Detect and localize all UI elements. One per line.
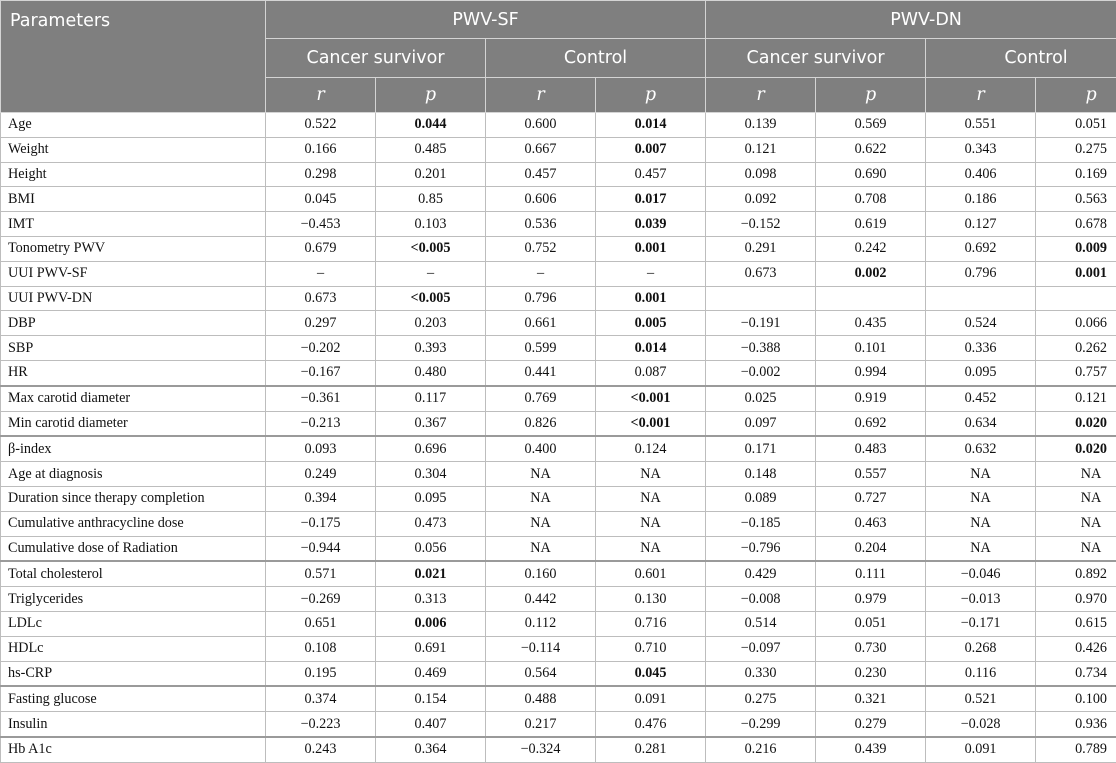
r-value-cell: 0.521 bbox=[926, 686, 1036, 711]
p-value-cell: NA bbox=[596, 511, 706, 536]
table-row bbox=[1, 712, 1116, 737]
p-value-cell: 0.757 bbox=[1036, 360, 1116, 385]
parameter-label: UUI PWV-SF bbox=[1, 261, 266, 286]
p-value-cell: 0.009 bbox=[1036, 236, 1116, 261]
r-value-cell: 0.195 bbox=[266, 661, 376, 686]
table-body bbox=[1, 113, 1116, 763]
table-row bbox=[1, 486, 1116, 511]
p-value-cell: 0.710 bbox=[596, 636, 706, 661]
r-value-cell: −0.028 bbox=[926, 712, 1036, 737]
p-value-cell: 0.994 bbox=[816, 360, 926, 385]
r-value-cell: 0.600 bbox=[486, 113, 596, 138]
p-value-cell: 0.469 bbox=[376, 661, 486, 686]
r-value-cell: 0.127 bbox=[926, 212, 1036, 237]
r-value-cell: 0.632 bbox=[926, 436, 1036, 461]
r-value-cell: 0.796 bbox=[486, 286, 596, 311]
r-value-cell: 0.108 bbox=[266, 636, 376, 661]
p-value-cell: 0.426 bbox=[1036, 636, 1116, 661]
r-value-cell: 0.571 bbox=[266, 561, 376, 586]
p-value-cell: 0.095 bbox=[376, 486, 486, 511]
p-value-cell: 0.130 bbox=[596, 587, 706, 612]
r-value-cell: 0.769 bbox=[486, 386, 596, 411]
p-value-cell: 0.279 bbox=[816, 712, 926, 737]
r-value-cell: 0.095 bbox=[926, 360, 1036, 385]
p-value-cell: 0.005 bbox=[596, 311, 706, 336]
r-value-cell: −0.299 bbox=[706, 712, 816, 737]
r-value-cell: 0.522 bbox=[266, 113, 376, 138]
r-value-cell: −0.223 bbox=[266, 712, 376, 737]
r-value-cell: 0.394 bbox=[266, 486, 376, 511]
p-value-cell bbox=[816, 286, 926, 311]
group-header-pwv-sf: PWV-SF bbox=[266, 1, 706, 39]
p-value-cell: 0.275 bbox=[1036, 137, 1116, 162]
table-row bbox=[1, 113, 1116, 138]
subgroup-header-pwv-sf-cancer-survivor: Cancer survivor bbox=[266, 39, 486, 78]
r-value-cell: −0.171 bbox=[926, 611, 1036, 636]
r-value-cell: 0.121 bbox=[706, 137, 816, 162]
table-header bbox=[1, 1, 1116, 113]
stat-header-r: r bbox=[926, 78, 1036, 113]
table-row bbox=[1, 360, 1116, 385]
r-value-cell: 0.679 bbox=[266, 236, 376, 261]
parameter-label: Age bbox=[1, 113, 266, 138]
r-value-cell: 0.139 bbox=[706, 113, 816, 138]
p-value-cell: 0.393 bbox=[376, 336, 486, 361]
p-value-cell: NA bbox=[596, 486, 706, 511]
table-row bbox=[1, 311, 1116, 336]
table-row bbox=[1, 187, 1116, 212]
p-value-cell: <0.001 bbox=[596, 386, 706, 411]
table-row bbox=[1, 236, 1116, 261]
r-value-cell: 0.116 bbox=[926, 661, 1036, 686]
p-value-cell: 0.230 bbox=[816, 661, 926, 686]
parameter-label: HDLc bbox=[1, 636, 266, 661]
p-value-cell: 0.100 bbox=[1036, 686, 1116, 711]
p-value-cell: 0.242 bbox=[816, 236, 926, 261]
r-value-cell bbox=[926, 286, 1036, 311]
r-value-cell: 0.661 bbox=[486, 311, 596, 336]
p-value-cell: 0.204 bbox=[816, 536, 926, 561]
r-value-cell: 0.442 bbox=[486, 587, 596, 612]
r-value-cell: −0.453 bbox=[266, 212, 376, 237]
p-value-cell: 0.020 bbox=[1036, 411, 1116, 436]
parameter-label: hs-CRP bbox=[1, 661, 266, 686]
p-value-cell: – bbox=[376, 261, 486, 286]
p-value-cell: 0.103 bbox=[376, 212, 486, 237]
table-row bbox=[1, 336, 1116, 361]
parameter-label: Hb A1c bbox=[1, 737, 266, 762]
p-value-cell: 0.622 bbox=[816, 137, 926, 162]
r-value-cell: 0.092 bbox=[706, 187, 816, 212]
p-value-cell: 0.203 bbox=[376, 311, 486, 336]
parameter-label: Triglycerides bbox=[1, 587, 266, 612]
r-value-cell: −0.185 bbox=[706, 511, 816, 536]
table-row bbox=[1, 511, 1116, 536]
r-value-cell: 0.634 bbox=[926, 411, 1036, 436]
p-value-cell: 0.619 bbox=[816, 212, 926, 237]
parameter-label: Max carotid diameter bbox=[1, 386, 266, 411]
r-value-cell: NA bbox=[926, 462, 1036, 487]
table-row bbox=[1, 587, 1116, 612]
p-value-cell: 0.730 bbox=[816, 636, 926, 661]
p-value-cell: 0.485 bbox=[376, 137, 486, 162]
p-value-cell: 0.304 bbox=[376, 462, 486, 487]
r-value-cell: NA bbox=[486, 462, 596, 487]
r-value-cell: 0.429 bbox=[706, 561, 816, 586]
p-value-cell: <0.005 bbox=[376, 286, 486, 311]
r-value-cell: 0.488 bbox=[486, 686, 596, 711]
p-value-cell: 0.601 bbox=[596, 561, 706, 586]
p-value-cell: 0.734 bbox=[1036, 661, 1116, 686]
r-value-cell: −0.167 bbox=[266, 360, 376, 385]
stat-header-r: r bbox=[266, 78, 376, 113]
r-value-cell: 0.651 bbox=[266, 611, 376, 636]
r-value-cell: 0.752 bbox=[486, 236, 596, 261]
r-value-cell: −0.388 bbox=[706, 336, 816, 361]
r-value-cell: 0.330 bbox=[706, 661, 816, 686]
subgroup-header-pwv-dn-control: Control bbox=[926, 39, 1116, 78]
p-value-cell: 0.727 bbox=[816, 486, 926, 511]
table-row bbox=[1, 436, 1116, 461]
table-row bbox=[1, 386, 1116, 411]
r-value-cell: 0.796 bbox=[926, 261, 1036, 286]
p-value-cell: 0.281 bbox=[596, 737, 706, 762]
p-value-cell: 0.716 bbox=[596, 611, 706, 636]
r-value-cell: NA bbox=[486, 486, 596, 511]
r-value-cell: −0.114 bbox=[486, 636, 596, 661]
p-value-cell: 0.001 bbox=[596, 236, 706, 261]
r-value-cell: −0.944 bbox=[266, 536, 376, 561]
parameter-label: UUI PWV-DN bbox=[1, 286, 266, 311]
table-row bbox=[1, 162, 1116, 187]
p-value-cell: 0.678 bbox=[1036, 212, 1116, 237]
r-value-cell: 0.097 bbox=[706, 411, 816, 436]
table-row bbox=[1, 411, 1116, 436]
p-value-cell: 0.407 bbox=[376, 712, 486, 737]
r-value-cell: 0.098 bbox=[706, 162, 816, 187]
r-value-cell: NA bbox=[486, 536, 596, 561]
p-value-cell: 0.201 bbox=[376, 162, 486, 187]
p-value-cell: 0.321 bbox=[816, 686, 926, 711]
r-value-cell: 0.093 bbox=[266, 436, 376, 461]
r-value-cell: 0.297 bbox=[266, 311, 376, 336]
p-value-cell: 0.367 bbox=[376, 411, 486, 436]
r-value-cell: 0.564 bbox=[486, 661, 596, 686]
p-value-cell: NA bbox=[1036, 536, 1116, 561]
r-value-cell: −0.013 bbox=[926, 587, 1036, 612]
p-value-cell: 0.892 bbox=[1036, 561, 1116, 586]
parameter-label: LDLc bbox=[1, 611, 266, 636]
group-header-pwv-dn: PWV-DN bbox=[706, 1, 1116, 39]
p-value-cell: 0.313 bbox=[376, 587, 486, 612]
parameter-label: DBP bbox=[1, 311, 266, 336]
p-value-cell: 0.154 bbox=[376, 686, 486, 711]
stat-header-r: r bbox=[486, 78, 596, 113]
r-value-cell: 0.826 bbox=[486, 411, 596, 436]
r-value-cell: 0.243 bbox=[266, 737, 376, 762]
p-value-cell: 0.569 bbox=[816, 113, 926, 138]
p-value-cell: NA bbox=[1036, 486, 1116, 511]
p-value-cell: 0.051 bbox=[816, 611, 926, 636]
p-value-cell: 0.014 bbox=[596, 113, 706, 138]
p-value-cell: 0.091 bbox=[596, 686, 706, 711]
r-value-cell: 0.374 bbox=[266, 686, 376, 711]
r-value-cell: −0.002 bbox=[706, 360, 816, 385]
p-value-cell: 0.087 bbox=[596, 360, 706, 385]
r-value-cell: 0.089 bbox=[706, 486, 816, 511]
table-row bbox=[1, 561, 1116, 586]
r-value-cell: NA bbox=[486, 511, 596, 536]
r-value-cell: 0.216 bbox=[706, 737, 816, 762]
r-value-cell: 0.025 bbox=[706, 386, 816, 411]
p-value-cell: 0.006 bbox=[376, 611, 486, 636]
r-value-cell: −0.361 bbox=[266, 386, 376, 411]
p-value-cell: 0.615 bbox=[1036, 611, 1116, 636]
r-value-cell: 0.171 bbox=[706, 436, 816, 461]
r-value-cell: −0.046 bbox=[926, 561, 1036, 586]
r-value-cell: −0.796 bbox=[706, 536, 816, 561]
r-value-cell: 0.514 bbox=[706, 611, 816, 636]
p-value-cell: 0.262 bbox=[1036, 336, 1116, 361]
r-value-cell: 0.160 bbox=[486, 561, 596, 586]
r-value-cell: −0.152 bbox=[706, 212, 816, 237]
p-value-cell: 0.169 bbox=[1036, 162, 1116, 187]
p-value-cell: 0.021 bbox=[376, 561, 486, 586]
p-value-cell: 0.979 bbox=[816, 587, 926, 612]
r-value-cell: 0.441 bbox=[486, 360, 596, 385]
r-value-cell: 0.599 bbox=[486, 336, 596, 361]
r-value-cell: 0.091 bbox=[926, 737, 1036, 762]
p-value-cell: 0.066 bbox=[1036, 311, 1116, 336]
p-value-cell: 0.364 bbox=[376, 737, 486, 762]
p-value-cell: 0.970 bbox=[1036, 587, 1116, 612]
r-value-cell: 0.524 bbox=[926, 311, 1036, 336]
r-value-cell: 0.298 bbox=[266, 162, 376, 187]
table-row bbox=[1, 137, 1116, 162]
parameter-label: SBP bbox=[1, 336, 266, 361]
table-row bbox=[1, 737, 1116, 762]
r-value-cell: 0.551 bbox=[926, 113, 1036, 138]
table-row bbox=[1, 261, 1116, 286]
r-value-cell: NA bbox=[926, 536, 1036, 561]
p-value-cell: 0.014 bbox=[596, 336, 706, 361]
p-value-cell: 0.85 bbox=[376, 187, 486, 212]
parameter-label: Cumulative dose of Radiation bbox=[1, 536, 266, 561]
p-value-cell: 0.051 bbox=[1036, 113, 1116, 138]
p-value-cell: 0.557 bbox=[816, 462, 926, 487]
p-value-cell: 0.056 bbox=[376, 536, 486, 561]
p-value-cell: <0.005 bbox=[376, 236, 486, 261]
p-value-cell: NA bbox=[1036, 511, 1116, 536]
p-value-cell: NA bbox=[596, 536, 706, 561]
stat-header-p: p bbox=[1036, 78, 1116, 113]
p-value-cell: 0.435 bbox=[816, 311, 926, 336]
p-value-cell: 0.690 bbox=[816, 162, 926, 187]
r-value-cell: – bbox=[266, 261, 376, 286]
p-value-cell: 0.044 bbox=[376, 113, 486, 138]
r-value-cell: 0.457 bbox=[486, 162, 596, 187]
p-value-cell: 0.476 bbox=[596, 712, 706, 737]
r-value-cell: −0.202 bbox=[266, 336, 376, 361]
p-value-cell: 0.480 bbox=[376, 360, 486, 385]
stat-header-p: p bbox=[816, 78, 926, 113]
parameter-label: BMI bbox=[1, 187, 266, 212]
r-value-cell: 0.336 bbox=[926, 336, 1036, 361]
r-value-cell: 0.112 bbox=[486, 611, 596, 636]
p-value-cell: 0.007 bbox=[596, 137, 706, 162]
r-value-cell: 0.536 bbox=[486, 212, 596, 237]
parameter-label: Duration since therapy completion bbox=[1, 486, 266, 511]
r-value-cell: 0.249 bbox=[266, 462, 376, 487]
r-value-cell: −0.213 bbox=[266, 411, 376, 436]
p-value-cell bbox=[1036, 286, 1116, 311]
r-value-cell: 0.673 bbox=[266, 286, 376, 311]
r-value-cell: 0.148 bbox=[706, 462, 816, 487]
r-value-cell: 0.667 bbox=[486, 137, 596, 162]
table-row bbox=[1, 286, 1116, 311]
r-value-cell: 0.406 bbox=[926, 162, 1036, 187]
p-value-cell: 0.708 bbox=[816, 187, 926, 212]
p-value-cell: 0.121 bbox=[1036, 386, 1116, 411]
table-row bbox=[1, 611, 1116, 636]
p-value-cell: NA bbox=[1036, 462, 1116, 487]
stat-header-r: r bbox=[706, 78, 816, 113]
p-value-cell: 0.020 bbox=[1036, 436, 1116, 461]
parameter-label: Height bbox=[1, 162, 266, 187]
r-value-cell: −0.008 bbox=[706, 587, 816, 612]
p-value-cell: 0.936 bbox=[1036, 712, 1116, 737]
p-value-cell: NA bbox=[596, 462, 706, 487]
parameter-label: IMT bbox=[1, 212, 266, 237]
r-value-cell bbox=[706, 286, 816, 311]
p-value-cell: 0.457 bbox=[596, 162, 706, 187]
r-value-cell: 0.166 bbox=[266, 137, 376, 162]
p-value-cell: 0.002 bbox=[816, 261, 926, 286]
subgroup-header-pwv-sf-control: Control bbox=[486, 39, 706, 78]
p-value-cell: 0.124 bbox=[596, 436, 706, 461]
p-value-cell: 0.017 bbox=[596, 187, 706, 212]
p-value-cell: 0.001 bbox=[596, 286, 706, 311]
r-value-cell: 0.275 bbox=[706, 686, 816, 711]
p-value-cell: 0.045 bbox=[596, 661, 706, 686]
r-value-cell: 0.045 bbox=[266, 187, 376, 212]
parameter-label: Cumulative anthracycline dose bbox=[1, 511, 266, 536]
p-value-cell: – bbox=[596, 261, 706, 286]
p-value-cell: 0.696 bbox=[376, 436, 486, 461]
r-value-cell: −0.097 bbox=[706, 636, 816, 661]
r-value-cell: 0.452 bbox=[926, 386, 1036, 411]
r-value-cell: −0.324 bbox=[486, 737, 596, 762]
p-value-cell: 0.463 bbox=[816, 511, 926, 536]
table-row bbox=[1, 536, 1116, 561]
table-row bbox=[1, 462, 1116, 487]
stat-header-p: p bbox=[596, 78, 706, 113]
parameter-label: Tonometry PWV bbox=[1, 236, 266, 261]
parameter-label: Age at diagnosis bbox=[1, 462, 266, 487]
p-value-cell: 0.101 bbox=[816, 336, 926, 361]
p-value-cell: 0.691 bbox=[376, 636, 486, 661]
p-value-cell: 0.473 bbox=[376, 511, 486, 536]
parameter-label: Fasting glucose bbox=[1, 686, 266, 711]
p-value-cell: 0.439 bbox=[816, 737, 926, 762]
r-value-cell: −0.175 bbox=[266, 511, 376, 536]
table-row bbox=[1, 661, 1116, 686]
p-value-cell: 0.563 bbox=[1036, 187, 1116, 212]
table-row bbox=[1, 636, 1116, 661]
parameter-label: Total cholesterol bbox=[1, 561, 266, 586]
r-value-cell: NA bbox=[926, 511, 1036, 536]
parameter-label: Weight bbox=[1, 137, 266, 162]
r-value-cell: 0.673 bbox=[706, 261, 816, 286]
parameters-header: Parameters bbox=[1, 1, 266, 113]
r-value-cell: 0.606 bbox=[486, 187, 596, 212]
r-value-cell: – bbox=[486, 261, 596, 286]
r-value-cell: NA bbox=[926, 486, 1036, 511]
table-row bbox=[1, 686, 1116, 711]
subgroup-header-pwv-dn-cancer-survivor: Cancer survivor bbox=[706, 39, 926, 78]
parameter-label: Insulin bbox=[1, 712, 266, 737]
r-value-cell: 0.186 bbox=[926, 187, 1036, 212]
r-value-cell: −0.191 bbox=[706, 311, 816, 336]
r-value-cell: 0.217 bbox=[486, 712, 596, 737]
r-value-cell: 0.291 bbox=[706, 236, 816, 261]
parameter-label: β-index bbox=[1, 436, 266, 461]
p-value-cell: 0.692 bbox=[816, 411, 926, 436]
parameter-label: HR bbox=[1, 360, 266, 385]
p-value-cell: 0.111 bbox=[816, 561, 926, 586]
table-row bbox=[1, 212, 1116, 237]
stat-header-p: p bbox=[376, 78, 486, 113]
p-value-cell: 0.039 bbox=[596, 212, 706, 237]
p-value-cell: 0.483 bbox=[816, 436, 926, 461]
r-value-cell: −0.269 bbox=[266, 587, 376, 612]
p-value-cell: 0.919 bbox=[816, 386, 926, 411]
r-value-cell: 0.343 bbox=[926, 137, 1036, 162]
r-value-cell: 0.692 bbox=[926, 236, 1036, 261]
p-value-cell: 0.789 bbox=[1036, 737, 1116, 762]
p-value-cell: 0.117 bbox=[376, 386, 486, 411]
p-value-cell: 0.001 bbox=[1036, 261, 1116, 286]
p-value-cell: <0.001 bbox=[596, 411, 706, 436]
r-value-cell: 0.268 bbox=[926, 636, 1036, 661]
r-value-cell: 0.400 bbox=[486, 436, 596, 461]
parameter-label: Min carotid diameter bbox=[1, 411, 266, 436]
